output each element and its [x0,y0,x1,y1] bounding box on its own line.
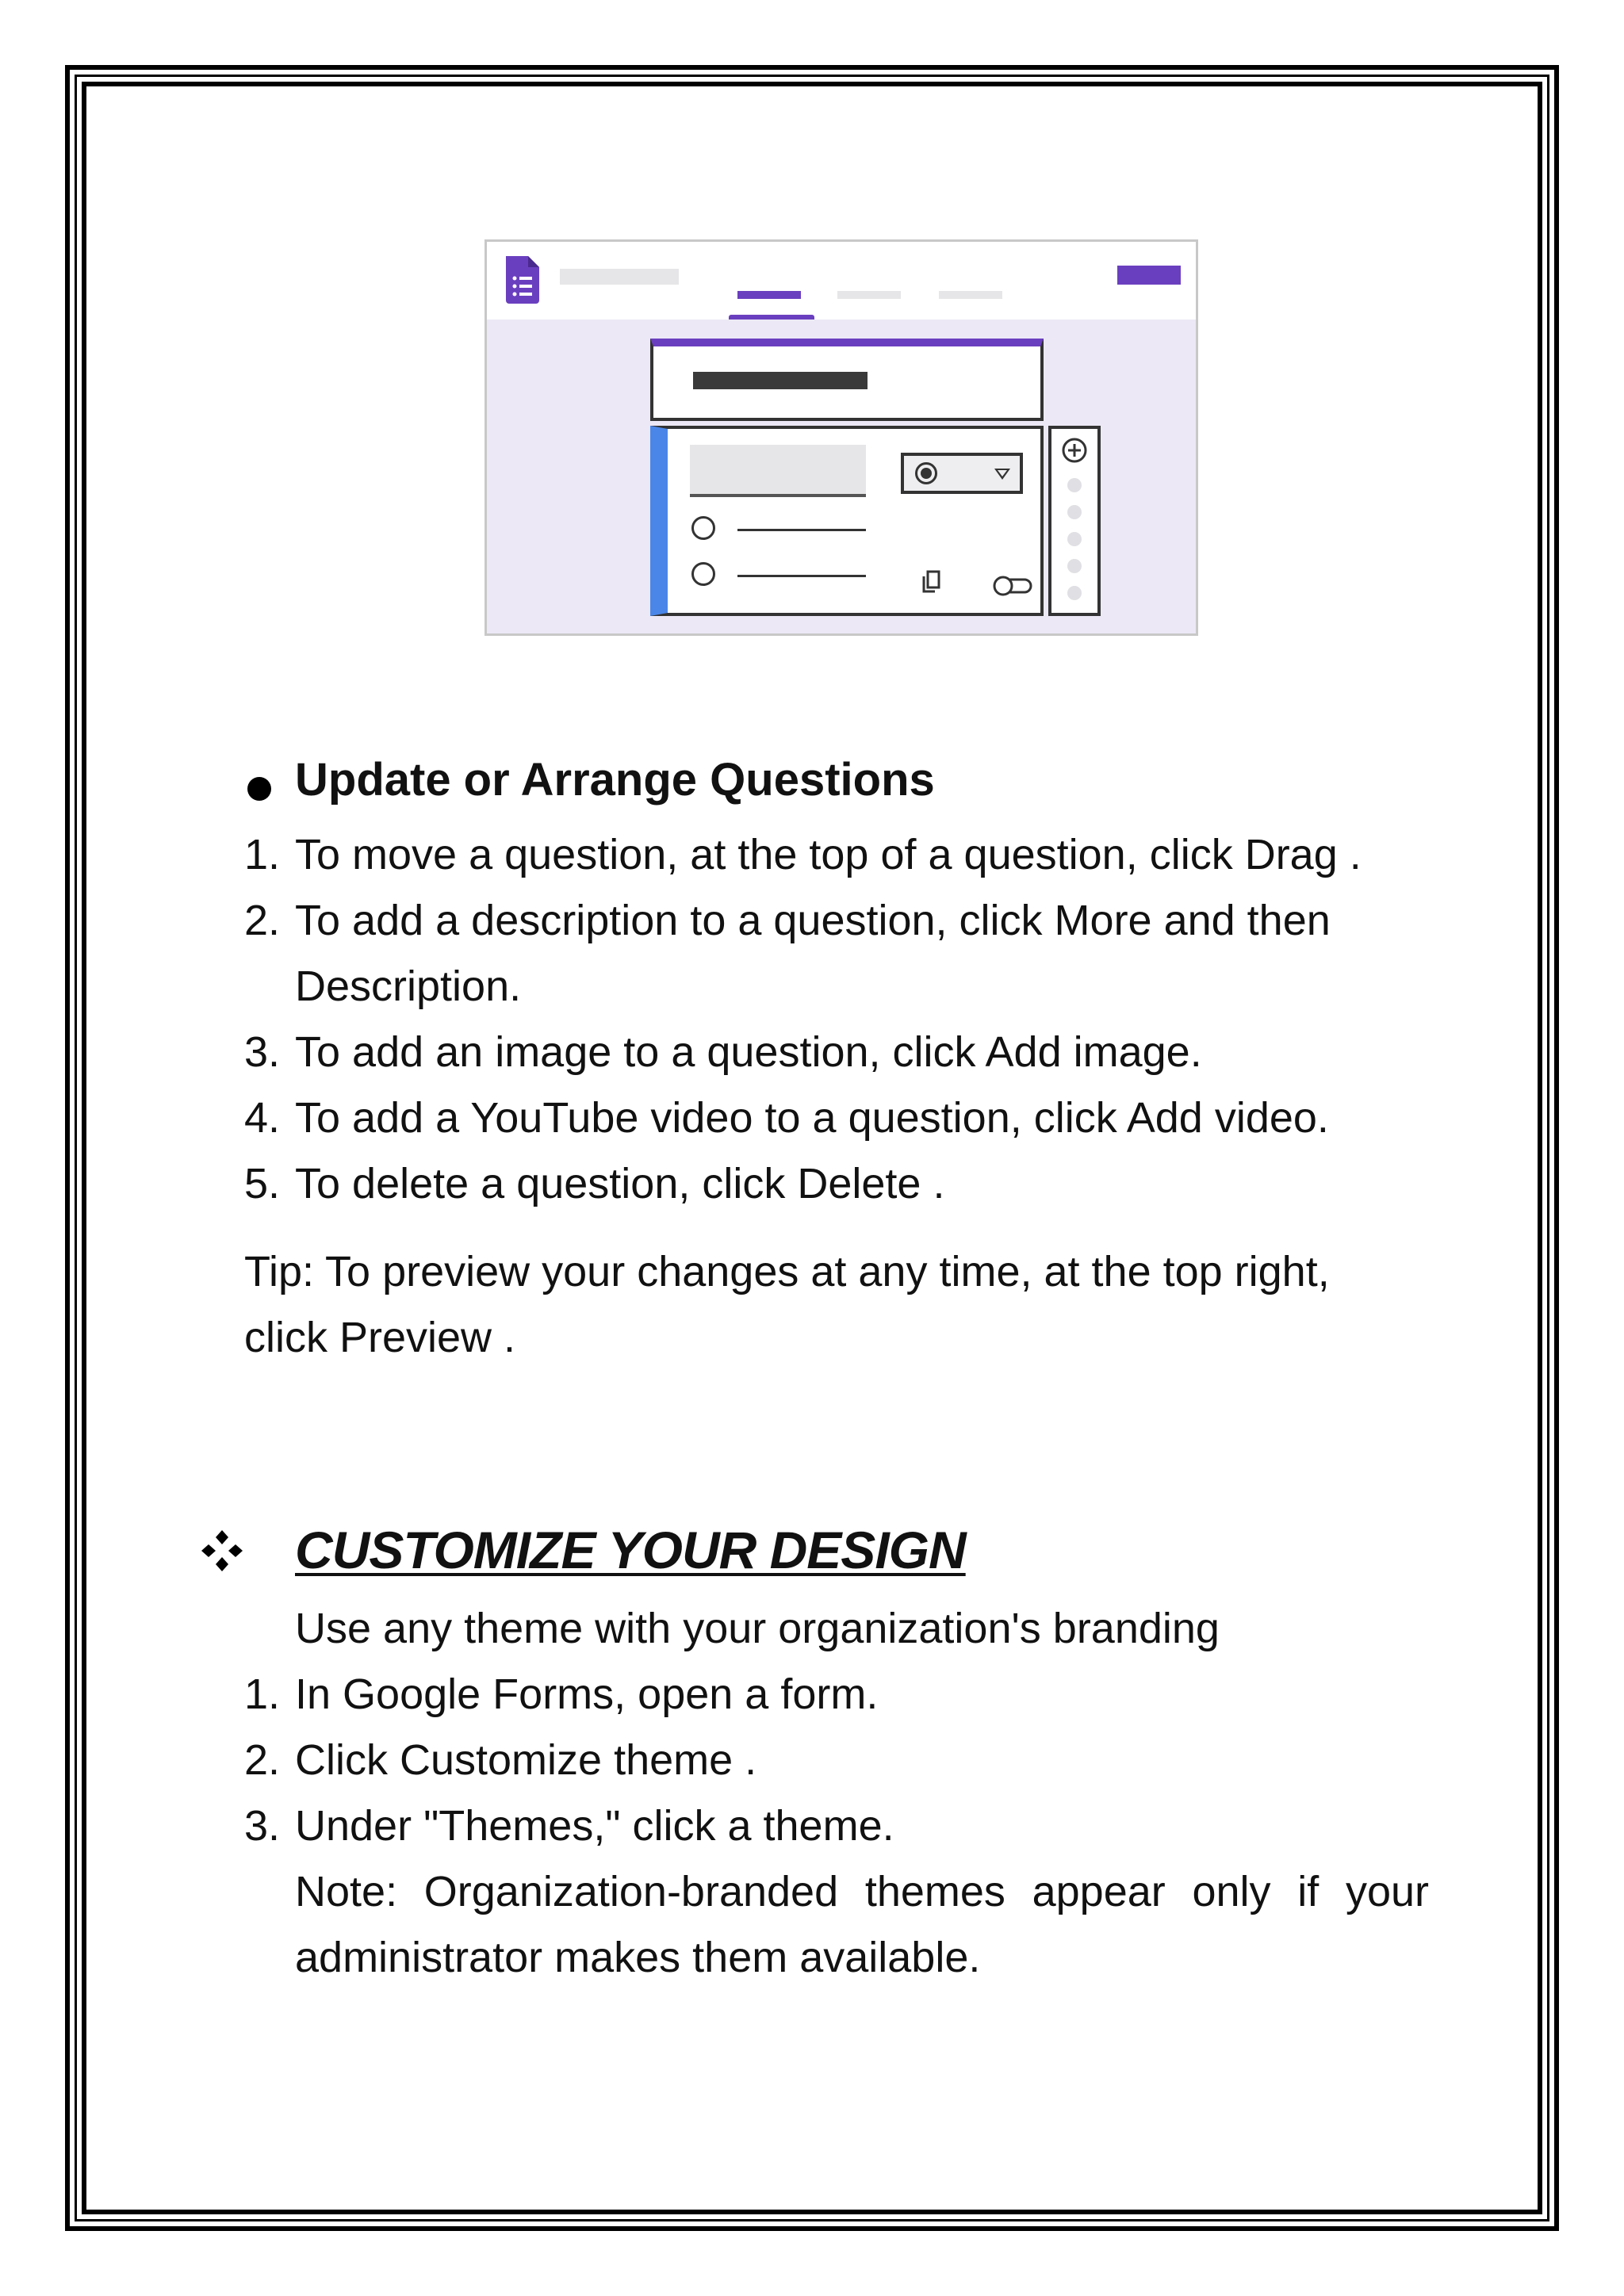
step-text: In Google Forms, open a form. [295,1670,879,1718]
step-number: 5. [244,1160,281,1207]
step-text: To add a YouTube video to a question, click Add video. [295,1094,1329,1142]
section-heading: Update or Arrange Questions [295,754,935,806]
google-forms-icon [503,254,541,305]
step-text-continued: Description. [295,962,522,1010]
option-radio-icon[interactable] [691,516,715,540]
design-heading: CUSTOMIZE YOUR DESIGN [295,1521,966,1579]
dropdown-arrow-icon [994,469,1010,480]
step-text: To delete a question, click Delete . [295,1160,945,1207]
form-title-text-placeholder [693,372,868,389]
illustration-topbar [487,242,1196,320]
step-number: 2. [244,897,281,944]
step-text: To add a description to a question, click More and then [295,897,1331,944]
copy-icon[interactable] [921,570,940,594]
forms-editor-illustration [485,239,1198,636]
add-circle-icon[interactable] [1061,437,1088,464]
toolbar-dot[interactable] [1067,505,1082,519]
toolbar-dot[interactable] [1067,532,1082,546]
step-text: Click Customize theme . [295,1736,757,1784]
step-number: 3. [244,1802,281,1850]
step-text: To move a question, at the top of a question, click Drag . [295,831,1362,878]
tab-settings[interactable] [939,291,1002,299]
step-text: Under "Themes," click a theme. [295,1802,894,1850]
note-text-continued: administrator makes them available. [295,1934,981,1981]
toolbar-dot[interactable] [1067,478,1082,492]
toggle-icon[interactable] [993,575,1034,597]
tip-text-continued: click Preview . [244,1314,516,1361]
tab-responses[interactable] [837,291,901,299]
four-diamonds-icon [197,1525,247,1576]
toolbar-dot[interactable] [1067,559,1082,573]
step-number: 4. [244,1094,281,1142]
step-text: To add an image to a question, click Add image. [295,1028,1202,1076]
floating-toolbar [1048,426,1101,616]
step-number: 2. [244,1736,281,1784]
option-line [737,575,866,577]
option-line [737,529,866,531]
form-title-placeholder [560,269,679,285]
intro-text: Use any theme with your organization's branding [295,1605,1220,1652]
form-title-card[interactable] [650,339,1044,421]
step-number: 3. [244,1028,281,1076]
question-card[interactable] [650,426,1044,616]
tip-text: Tip: To preview your changes at any time, at the top right, [244,1248,1330,1295]
step-number: 1. [244,1670,281,1718]
question-type-dropdown[interactable] [901,453,1023,494]
radio-button-icon [915,462,937,484]
send-button[interactable] [1117,266,1181,285]
toolbar-dot[interactable] [1067,586,1082,600]
tab-questions[interactable] [737,291,801,299]
option-radio-icon[interactable] [691,562,715,586]
step-number: 1. [244,831,281,878]
bullet-icon [247,777,271,801]
note-text: Note: Organization-branded themes appear only if your [295,1868,1429,1915]
question-text-input[interactable] [690,445,866,497]
